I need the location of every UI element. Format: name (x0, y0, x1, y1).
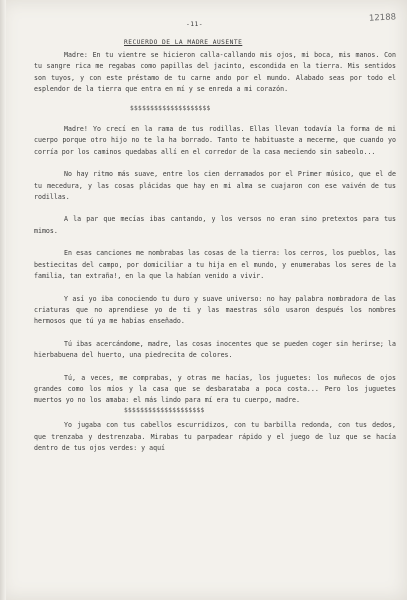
page-number: -11- (186, 20, 203, 28)
body-text (34, 50, 396, 465)
paragraph-3: No hay ritmo más suave, entre los cien derramados por el Primer músico, que el de tu mecedura, y las cosas plácidas que hay en mi alma se cuajaron con ese vaivén de tus rodillas. (34, 170, 396, 202)
paragraph-1: Madre: En tu vientre se hicieron calla-callando mis ojos, mi boca, mis manos. Con tu sangre rica me regabas como papillas del jacinto, escondida en la tierra. Mis sentidos son tuyos, y con este préstamo de tu carne ando por el mundo. Alabado seas por todo el esplendor de la tierra que entra en mí y se enreda a mi corazón. (34, 51, 396, 94)
paragraph-2: Madre! Yo crecí en la rama de tus rodillas. Ellas llevan todavía la forma de mi cuerpo porque otro hijo no te la ha borrado. Tanto te habituaste a mecerme, que cuando yo corría por los caminos quedabas allí en el corredor de la casa meciendo sin sabeolo... (34, 125, 396, 156)
separator-line: $$$$$$$$$$$$$$$$$$$$ (130, 104, 211, 112)
paragraph-8: Tú, a veces, me comprabas, y otras me hacías, los juguetes: los muñecos de ojos grandes como los míos y la casa que se desbarataba a poca costa... Pero los juguetes muertos yo no los amaba: el más lindo para mí era tu cuerpo, madre. (34, 373, 396, 405)
folio-stamp: 12188 (368, 12, 397, 24)
paragraph-9: Yo jugaba con tus cabellos escurridizos, con tu barbilla redonda, con tus dedos, que trenzaba y destrenzaba. Mirabas tu parpadear rápido y el juego de luz que se hacía dentro de tus ojos verdes: y aquí (34, 421, 396, 452)
paragraph-4: A la par que mecías ibas cantando, y los versos no eran sino pretextos para tus mimos. (34, 215, 396, 235)
paragraph-7: Tú ibas acercándome, madre, las cosas inocentes que se pueden coger sin herirse; la hierbabuena del huerto, una piedrecita de colores. (34, 339, 396, 360)
paragraph-5: En esas canciones me nombrabas las cosas de la tierra: los cerros, los pueblos, las bestiecitas del campo, por domiciliar a tu hija en el mundo, y enumerabas los seres de la familia, tan extraña!, en la que la habían venido a vivir. (34, 249, 396, 281)
document-title: RECUERDO DE LA MADRE AUSENTE (124, 39, 243, 46)
paper-edge (0, 0, 6, 600)
separator-line: $$$$$$$$$$$$$$$$$$$$ (124, 406, 205, 414)
paragraph-6: Y así yo iba conociendo tu duro y suave universo: no hay palabra nombradora de las criaturas que no aprendiese yo de ti y las maestras sólo usaron después los nombres hermosos que tú ya me habías enseñado. (34, 294, 396, 326)
